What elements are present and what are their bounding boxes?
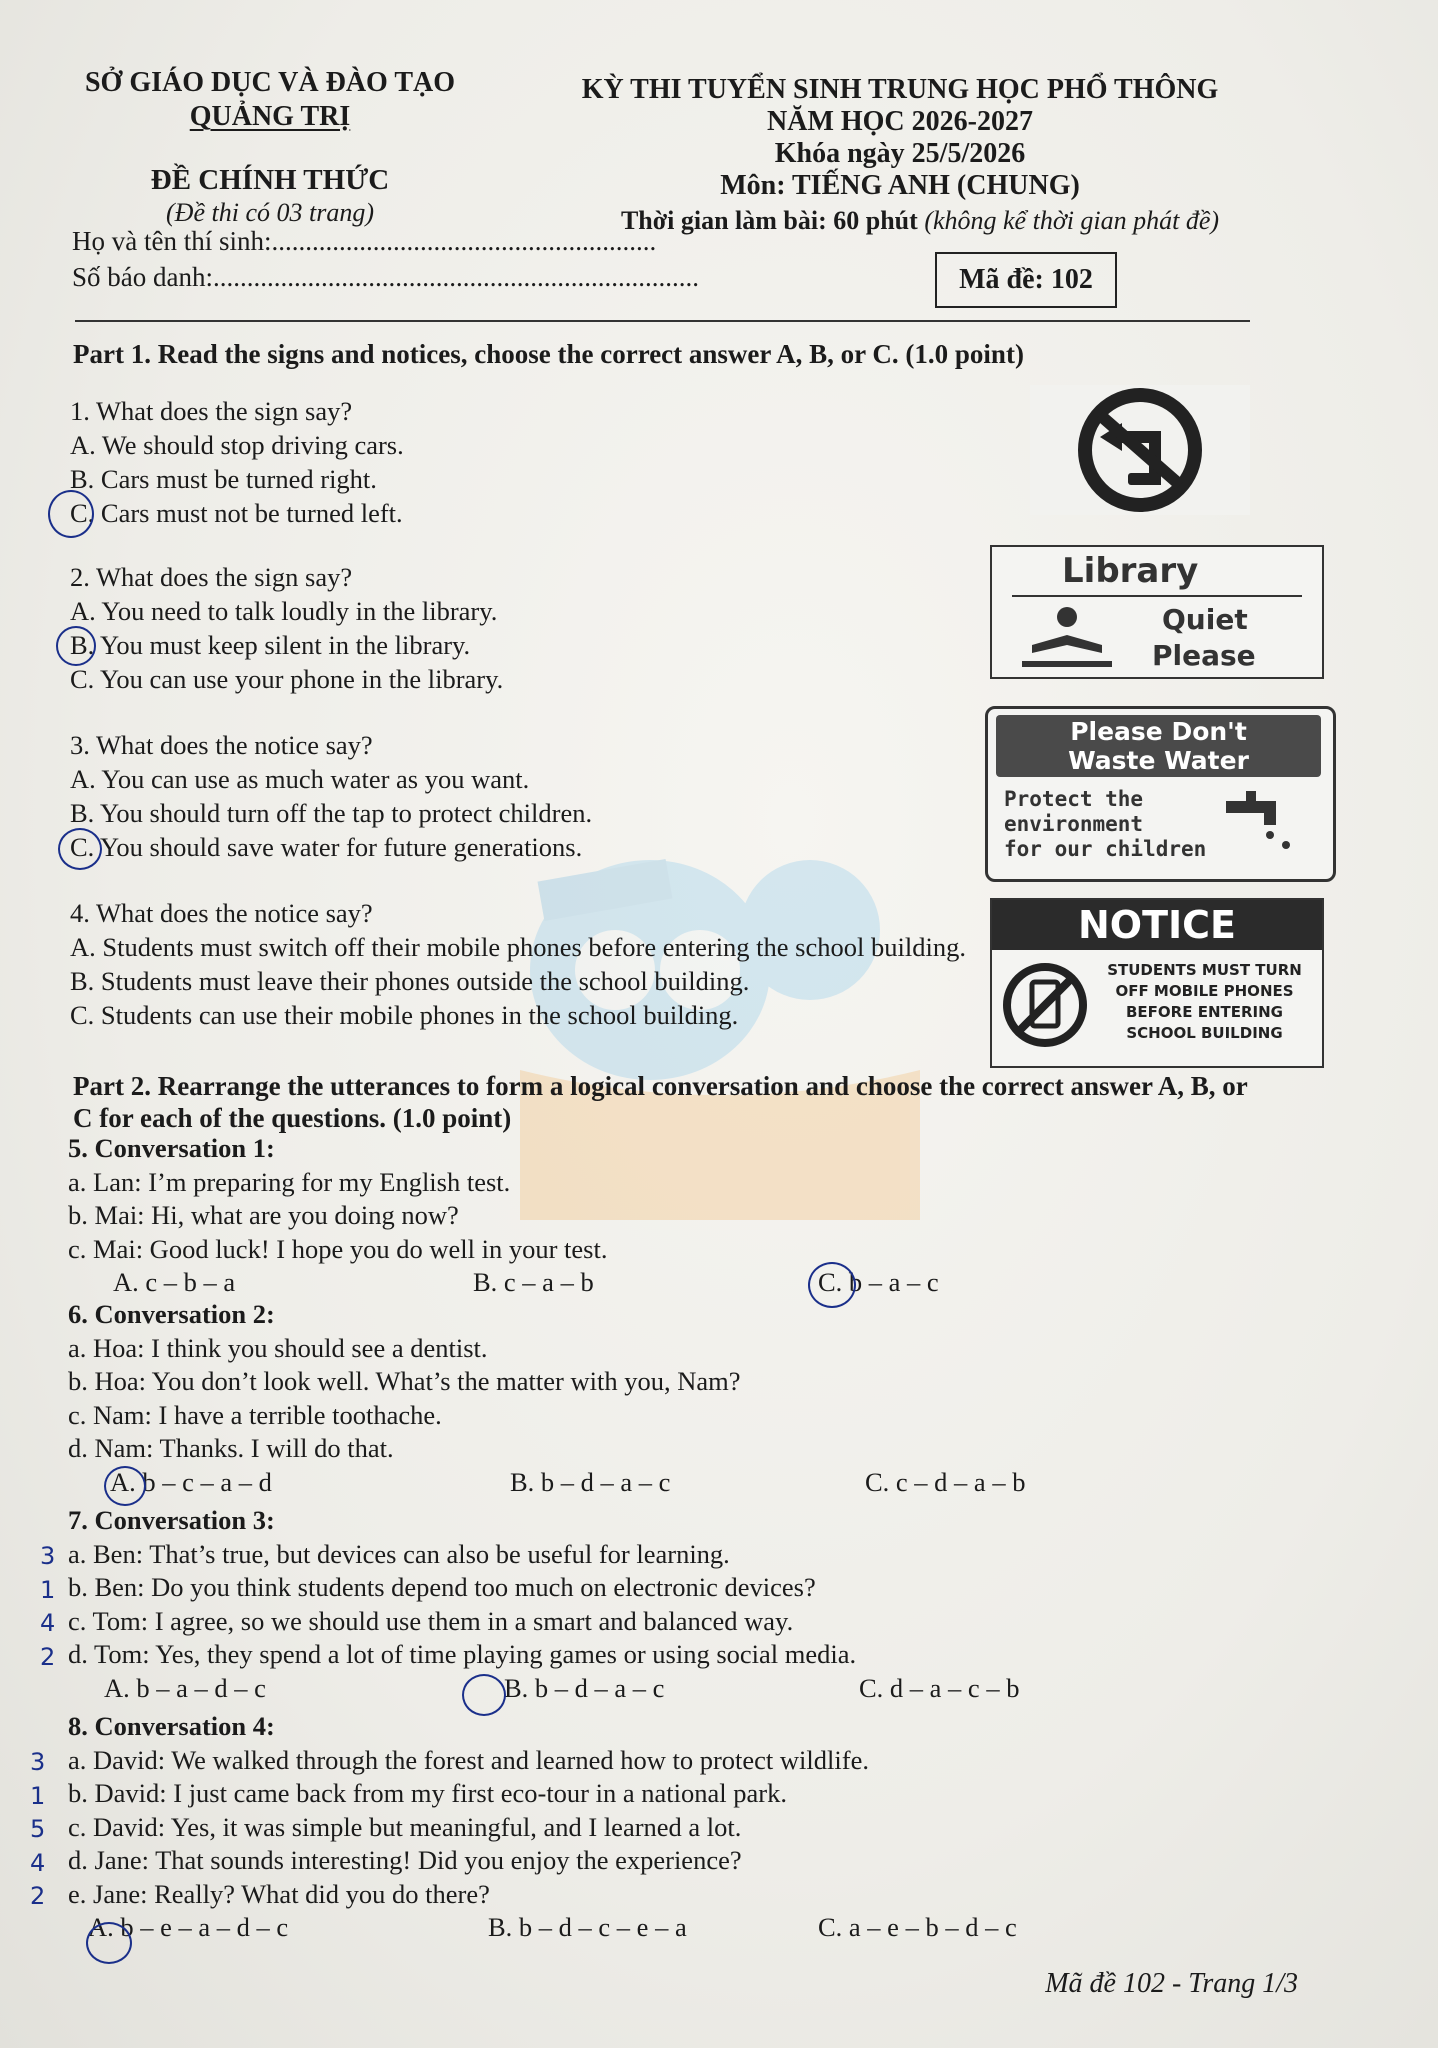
- conversation-4-options: [68, 1911, 1068, 1945]
- exam-title: KỲ THI TUYỂN SINH TRUNG HỌC PHỔ THÔNG: [581, 74, 1219, 105]
- candidate-name-field: Họ và tên thí sinh:.........................................................: [72, 226, 657, 256]
- handwritten-order-conv4: [30, 1746, 45, 1914]
- part1-title: Part 1. Read the signs and notices, choose the correct answer A, B, or C. (1.0 point): [73, 339, 1024, 369]
- conversation-3-option-c: C. d – a – c – b: [859, 1672, 1020, 1703]
- question-1-option-a: A. We should stop driving cars.: [70, 430, 404, 460]
- conversation-1: [68, 1132, 1068, 1300]
- handwritten-order-conv3: [40, 1540, 55, 1674]
- conversation-2-line-c: c. Nam: I have a terrible toothache.: [68, 1399, 442, 1430]
- conversation-1-title: 5. Conversation 1:: [68, 1133, 275, 1163]
- save-water-sign: [985, 706, 1336, 882]
- conversation-1-option-a: A. c – b – a: [113, 1267, 236, 1297]
- conversation-4-line-e: e. Jane: Really? What did you do there?: [68, 1878, 490, 1909]
- exam-code-box: Mã đề: 102: [935, 252, 1117, 308]
- conversation-4-option-c: C. a – e – b – d – c: [818, 1912, 1017, 1942]
- conversation-4-line-c: c. David: Yes, it was simple but meaningful, and I learned a lot.: [68, 1811, 742, 1842]
- exam-date: Khóa ngày 25/5/2026: [774, 138, 1026, 169]
- question-3-option-b: B. You should turn off the tap to protect children.: [70, 798, 593, 828]
- header-divider: [75, 320, 1250, 322]
- conversation-1-options: [68, 1266, 1068, 1300]
- conversation-3-options: [68, 1672, 1068, 1706]
- question-3: [70, 728, 970, 864]
- part2-title-line-1: Part 2. Rearrange the utterances to form a logical conversation and choose the correct answer A, B, or: [73, 1071, 1248, 1101]
- conversation-4-option-a: A. b – e – a – d – c: [88, 1912, 289, 1942]
- conversation-1-line-c: c. Mai: Good luck! I hope you do well in your test.: [68, 1233, 608, 1264]
- candidate-id-field: Số báo danh:........................................................................: [72, 262, 699, 292]
- question-1: [70, 394, 970, 530]
- conversation-4-line-a: a. David: We walked through the forest and learned how to protect wildlife.: [68, 1744, 869, 1775]
- handwritten-order-conv3-b: 1: [40, 1575, 56, 1604]
- question-2-option-c: C. You can use your phone in the library.: [70, 664, 504, 694]
- question-2-option-a: A. You need to talk loudly in the library.: [70, 596, 498, 626]
- handwritten-order-conv3-a: 3: [40, 1542, 56, 1570]
- library-sign-divider: [1012, 595, 1302, 597]
- water-sign-line-3: for our children: [1004, 837, 1207, 861]
- conversation-2-line-b: b. Hoa: You don’t look well. What’s the matter with you, Nam?: [68, 1366, 741, 1396]
- handwritten-order-conv3-c: 4: [40, 1609, 56, 1637]
- question-2: [70, 560, 970, 696]
- time-limit: [560, 206, 1280, 236]
- conversation-4-line-d: d. Jane: That sounds interesting! Did you enjoy the experience?: [68, 1845, 742, 1875]
- water-sign-body: [1004, 787, 1206, 862]
- department-line-1: SỞ GIÁO DỤC VÀ ĐÀO TẠO: [84, 67, 455, 98]
- question-4-option-c: C. Students can use their mobile phones in the school building.: [70, 1000, 739, 1030]
- question-1-option-c: C. Cars must not be turned left.: [70, 498, 403, 528]
- conversation-2-title: 6. Conversation 2:: [68, 1299, 275, 1329]
- conversation-2-line-a: a. Hoa: I think you should see a dentist.: [68, 1332, 488, 1363]
- water-sign-title-line-1: Please Don't: [1070, 717, 1247, 746]
- conversation-1-option-b: B. c – a – b: [473, 1267, 594, 1297]
- question-4-stem: 4. What does the notice say?: [70, 898, 373, 928]
- answer-circle-q6: [104, 1466, 146, 1506]
- time-note: (không kể thời gian phát đề): [924, 206, 1220, 235]
- handwritten-order-conv4-d: 4: [30, 1848, 46, 1877]
- notice-sign-line-4: SCHOOL BUILDING: [1126, 1024, 1283, 1042]
- part2-title: [73, 1070, 1373, 1134]
- conversation-3-option-b: B. b – d – a – c: [504, 1672, 665, 1703]
- question-1-option-b: B. Cars must be turned right.: [70, 464, 377, 494]
- conversation-2-option-c: C. c – d – a – b: [865, 1466, 1026, 1497]
- conversation-4-line-b: b. David: I just came back from my first eco-tour in a national park.: [68, 1778, 787, 1808]
- handwritten-order-conv4-b: 1: [30, 1781, 46, 1810]
- school-year: NĂM HỌC 2026-2027: [767, 106, 1033, 137]
- time-label: Thời gian làm bài: 60 phút: [620, 206, 918, 235]
- conversation-3-line-b: b. Ben: Do you think students depend too much on electronic devices?: [68, 1572, 816, 1602]
- notice-sign: [990, 898, 1324, 1068]
- notice-sign-line-3: BEFORE ENTERING: [1126, 1003, 1283, 1021]
- water-sign-title-line-2: Waste Water: [1068, 746, 1249, 775]
- reading-person-icon: [1012, 605, 1122, 671]
- conversation-4-title: 8. Conversation 4:: [68, 1711, 275, 1741]
- question-4-option-b: B. Students must leave their phones outside the school building.: [70, 966, 750, 996]
- conversation-4: [68, 1710, 1068, 1945]
- conversation-2: [68, 1298, 1068, 1499]
- question-1-stem: 1. What does the sign say?: [70, 396, 353, 426]
- conversation-1-option-c: C. b – a – c: [818, 1267, 939, 1297]
- conversation-2-option-a: A. b – c – a – d: [110, 1466, 272, 1497]
- part2-title-line-2: C for each of the questions. (1.0 point): [73, 1103, 512, 1133]
- conversation-3: [68, 1504, 1068, 1705]
- notice-sign-body: [1092, 960, 1317, 1044]
- conversation-3-line-a: a. Ben: That’s true, but devices can also be useful for learning.: [68, 1538, 730, 1569]
- library-sign-text-2: Please: [1152, 639, 1256, 672]
- notice-sign-title: NOTICE: [992, 900, 1322, 950]
- question-2-stem: 2. What does the sign say?: [70, 562, 353, 592]
- faucet-icon: [1216, 787, 1306, 857]
- question-3-option-a: A. You can use as much water as you want.: [70, 764, 530, 794]
- handwritten-order-conv3-d: 2: [40, 1642, 56, 1671]
- handwritten-order-conv4-c: 5: [30, 1815, 46, 1843]
- exam-heading: [540, 74, 1260, 202]
- question-4-option-a: A. Students must switch off their mobile phones before entering the school building.: [70, 932, 966, 962]
- department-heading: [70, 66, 470, 134]
- answer-circle-q8: [86, 1922, 132, 1964]
- library-sign-text-1: Quiet: [1162, 603, 1248, 636]
- page-footer: Mã đề 102 - Trang 1/3: [1045, 1968, 1298, 1999]
- water-sign-line-1: Protect the: [1004, 787, 1144, 811]
- department-line-2: QUẢNG TRỊ: [189, 101, 351, 132]
- library-sign-title: Library: [1062, 551, 1199, 591]
- subject: Môn: TIẾNG ANH (CHUNG): [720, 170, 1080, 201]
- conversation-2-options: [68, 1466, 1068, 1500]
- conversation-1-line-b: b. Mai: Hi, what are you doing now?: [68, 1200, 459, 1230]
- no-phone-icon: [1000, 960, 1090, 1050]
- conversation-2-option-b: B. b – d – a – c: [510, 1466, 671, 1497]
- answer-circle-q2: [56, 626, 96, 666]
- question-3-option-c: C. You should save water for future generations.: [70, 832, 583, 862]
- conversation-3-option-a: A. b – a – d – c: [104, 1672, 266, 1703]
- question-3-stem: 3. What does the notice say?: [70, 730, 373, 760]
- question-2-option-b: B. You must keep silent in the library.: [70, 630, 471, 660]
- conversation-3-title: 7. Conversation 3:: [68, 1505, 275, 1535]
- water-sign-line-2: environment: [1004, 812, 1144, 836]
- conversation-4-option-b: B. b – d – c – e – a: [488, 1912, 687, 1942]
- conversation-2-line-d: d. Nam: Thanks. I will do that.: [68, 1433, 394, 1463]
- conversation-1-line-a: a. Lan: I’m preparing for my English test.: [68, 1166, 511, 1197]
- answer-circle-q1: [48, 490, 94, 538]
- water-sign-title: [996, 717, 1321, 775]
- notice-sign-line-1: STUDENTS MUST TURN: [1107, 961, 1302, 979]
- conversation-3-line-c: c. Tom: I agree, so we should use them in a smart and balanced way.: [68, 1605, 794, 1636]
- question-4: [70, 896, 990, 1032]
- answer-circle-q3: [58, 828, 102, 870]
- handwritten-order-conv4-a: 3: [30, 1748, 46, 1776]
- no-left-turn-sign: [1030, 385, 1250, 515]
- page-count-note: (Đề thi có 03 trang): [166, 198, 374, 227]
- notice-sign-line-2: OFF MOBILE PHONES: [1115, 982, 1294, 1000]
- handwritten-order-conv4-e: 2: [30, 1882, 46, 1910]
- conversation-3-line-d: d. Tom: Yes, they spend a lot of time playing games or using social media.: [68, 1639, 857, 1669]
- library-sign: [990, 545, 1324, 679]
- official-label: ĐỀ CHÍNH THỨC: [150, 164, 390, 196]
